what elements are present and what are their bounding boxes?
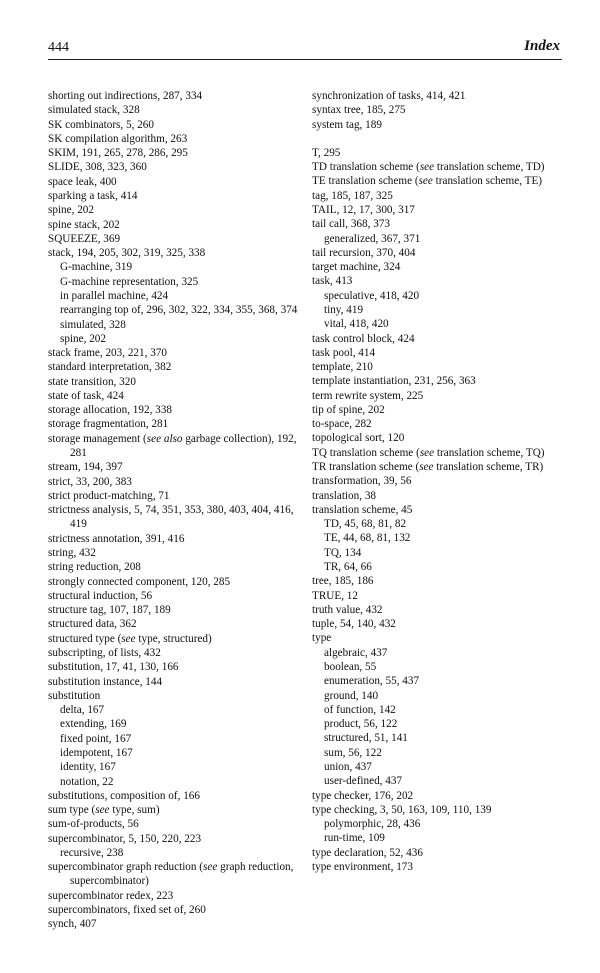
index-entry: sparking a task, 414 [48, 189, 138, 202]
index-gap [312, 132, 567, 146]
index-entry: topological sort, 120 [312, 432, 405, 445]
index-entry: synch, 407 [48, 918, 97, 931]
index-entry: structure tag, 107, 187, 189 [48, 604, 171, 617]
index-subentry: G-machine representation, 325 [60, 275, 199, 288]
index-entry: stack frame, 203, 221, 370 [48, 347, 167, 360]
index-entry: storage management (see also garbage collection), 192, 281 [48, 432, 297, 460]
index-subentry: identity, 167 [60, 761, 116, 774]
index-entry: simulated stack, 328 [48, 104, 140, 117]
index-entry: supercombinators, fixed set of, 260 [48, 904, 206, 917]
index-entry: type [312, 632, 332, 645]
index-entry: substitution [48, 689, 101, 702]
index-entry: shorting out indirections, 287, 334 [48, 90, 203, 102]
index-entry: string, 432 [48, 547, 96, 559]
index-entry: substitutions, composition of, 166 [48, 789, 200, 802]
index-entry: supercombinator redex, 223 [48, 889, 174, 902]
index-entry: type checking, 3, 50, 163, 109, 110, 139 [312, 803, 492, 816]
index-entry: term rewrite system, 225 [312, 389, 424, 402]
index-entry: standard interpretation, 382 [48, 361, 172, 374]
index-entry: tail call, 368, 373 [312, 218, 390, 231]
index-entry: supercombinator, 5, 150, 220, 223 [48, 832, 202, 845]
index-entry: SQUEEZE, 369 [48, 232, 121, 245]
index-subentry: idempotent, 167 [60, 746, 133, 759]
index-subentry: algebraic, 437 [324, 646, 388, 659]
index-entry: sum-of-products, 56 [48, 818, 139, 831]
index-entry: stack, 194, 205, 302, 319, 325, 338 [48, 247, 206, 260]
index-entry: TR translation scheme (see translation scheme, TR) [312, 461, 544, 474]
index-entry: TRUE, 12 [312, 589, 358, 602]
header-rule [48, 59, 562, 60]
index-entry: storage allocation, 192, 338 [48, 404, 172, 417]
index-subentry: user-defined, 437 [324, 775, 403, 788]
index-entry: TAIL, 12, 17, 300, 317 [312, 203, 415, 216]
index-subentry: rearranging top of, 296, 302, 322, 334, 355, 368, 374 [60, 304, 298, 317]
index-column-right [312, 89, 567, 874]
index-entry: SK combinators, 5, 260 [48, 118, 154, 131]
page-number: 444 [48, 40, 69, 55]
index-entry: transformation, 39, 56 [312, 475, 412, 488]
index-entry: state of task, 424 [48, 389, 124, 402]
index-entry: syntax tree, 185, 275 [312, 104, 406, 117]
index-subentry: TD, 45, 68, 81, 82 [324, 518, 407, 531]
index-entry: spine stack, 202 [48, 218, 120, 231]
index-subentry: run-time, 109 [324, 832, 385, 845]
index-entry: task control block, 424 [312, 332, 415, 345]
index-entry: structured type (see type, structured) [48, 632, 212, 645]
index-subentry: boolean, 55 [324, 660, 377, 673]
index-entry: type environment, 173 [312, 860, 413, 873]
index-subentry: TR, 64, 66 [324, 561, 372, 573]
index-entry: sum type (see type, sum) [48, 804, 160, 817]
index-entry: stream, 194, 397 [48, 461, 123, 474]
index-entry: tuple, 54, 140, 432 [312, 618, 396, 631]
index-entry: spine, 202 [48, 204, 94, 217]
index-subentry: product, 56, 122 [324, 718, 398, 731]
index-subentry: polymorphic, 28, 436 [324, 818, 421, 831]
index-entry: storage fragmentation, 281 [48, 418, 169, 431]
index-entry: tip of spine, 202 [312, 403, 385, 416]
index-entry: strict, 33, 200, 383 [48, 475, 132, 488]
index-entry: T, 295 [312, 146, 341, 159]
index-subentry: simulated, 328 [60, 318, 126, 331]
index-subentry: G-machine, 319 [60, 261, 133, 274]
index-entry: tag, 185, 187, 325 [312, 189, 393, 202]
index-entry: TD translation scheme (see translation scheme, TD) [312, 161, 545, 174]
index-entry: strictness analysis, 5, 74, 351, 353, 380, 403, 404, 416, 419 [48, 504, 294, 531]
index-subentry: enumeration, 55, 437 [324, 675, 420, 688]
index-subentry: generalized, 367, 371 [324, 232, 421, 245]
index-entry: task pool, 414 [312, 346, 376, 359]
index-entry: tail recursion, 370, 404 [312, 246, 416, 259]
index-subentry: fixed point, 167 [60, 732, 132, 745]
index-entry: tree, 185, 186 [312, 575, 374, 588]
index-entry: system tag, 189 [312, 118, 382, 131]
index-subentry: ground, 140 [324, 689, 379, 702]
index-entry: type checker, 176, 202 [312, 789, 414, 802]
index-entry: supercombinator graph reduction (see graph reduction, supercombinator) [48, 861, 294, 888]
index-entry: TE translation scheme (see translation scheme, TE) [312, 175, 543, 188]
index-entry: TQ translation scheme (see translation scheme, TQ) [312, 446, 545, 459]
index-subentry: extending, 169 [60, 718, 127, 731]
index-subentry: union, 437 [324, 760, 372, 773]
index-subentry: in parallel machine, 424 [60, 289, 169, 302]
index-entry: subscripting, of lists, 432 [48, 646, 161, 659]
index-subentry: sum, 56, 122 [324, 746, 382, 759]
index-entry: structural induction, 56 [48, 589, 153, 602]
index-entry: space leak, 400 [48, 175, 117, 188]
index-entry: task, 413 [312, 275, 353, 288]
index-entry: template instantiation, 231, 256, 363 [312, 375, 476, 388]
index-column-left [48, 89, 303, 932]
index-entry: SKIM, 191, 265, 278, 286, 295 [48, 147, 188, 160]
index-subentry: of function, 142 [324, 703, 396, 716]
index-entry: truth value, 432 [312, 603, 383, 616]
index-entry: SK compilation algorithm, 263 [48, 132, 188, 145]
index-subentry: TQ, 134 [324, 546, 362, 559]
index-subentry: delta, 167 [60, 704, 105, 717]
index-entry: template, 210 [312, 361, 373, 374]
index-entry: string reduction, 208 [48, 561, 141, 574]
index-entry: strictness annotation, 391, 416 [48, 532, 185, 545]
index-subentry: speculative, 418, 420 [324, 289, 420, 302]
index-entry: substitution instance, 144 [48, 675, 163, 688]
running-head: Index [524, 38, 560, 54]
index-subentry: structured, 51, 141 [324, 732, 408, 745]
index-entry: type declaration, 52, 436 [312, 846, 423, 859]
index-entry: to-space, 282 [312, 418, 372, 431]
index-subentry: spine, 202 [60, 332, 106, 345]
index-entry: strongly connected component, 120, 285 [48, 575, 231, 588]
index-entry: target machine, 324 [312, 261, 401, 274]
index-subentry: recursive, 238 [60, 846, 124, 859]
index-entry: strict product-matching, 71 [48, 489, 170, 502]
index-entry: SLIDE, 308, 323, 360 [48, 161, 147, 174]
index-entry: substitution, 17, 41, 130, 166 [48, 661, 179, 674]
index-entry: translation scheme, 45 [312, 503, 413, 516]
index-entry: synchronization of tasks, 414, 421 [312, 90, 466, 102]
index-entry: translation, 38 [312, 489, 377, 502]
index-subentry: tiny, 419 [324, 303, 364, 316]
index-subentry: TE, 44, 68, 81, 132 [324, 532, 411, 545]
index-subentry: notation, 22 [60, 775, 114, 788]
index-entry: state transition, 320 [48, 375, 136, 388]
index-entry: structured data, 362 [48, 618, 137, 631]
index-subentry: vital, 418, 420 [324, 318, 389, 331]
